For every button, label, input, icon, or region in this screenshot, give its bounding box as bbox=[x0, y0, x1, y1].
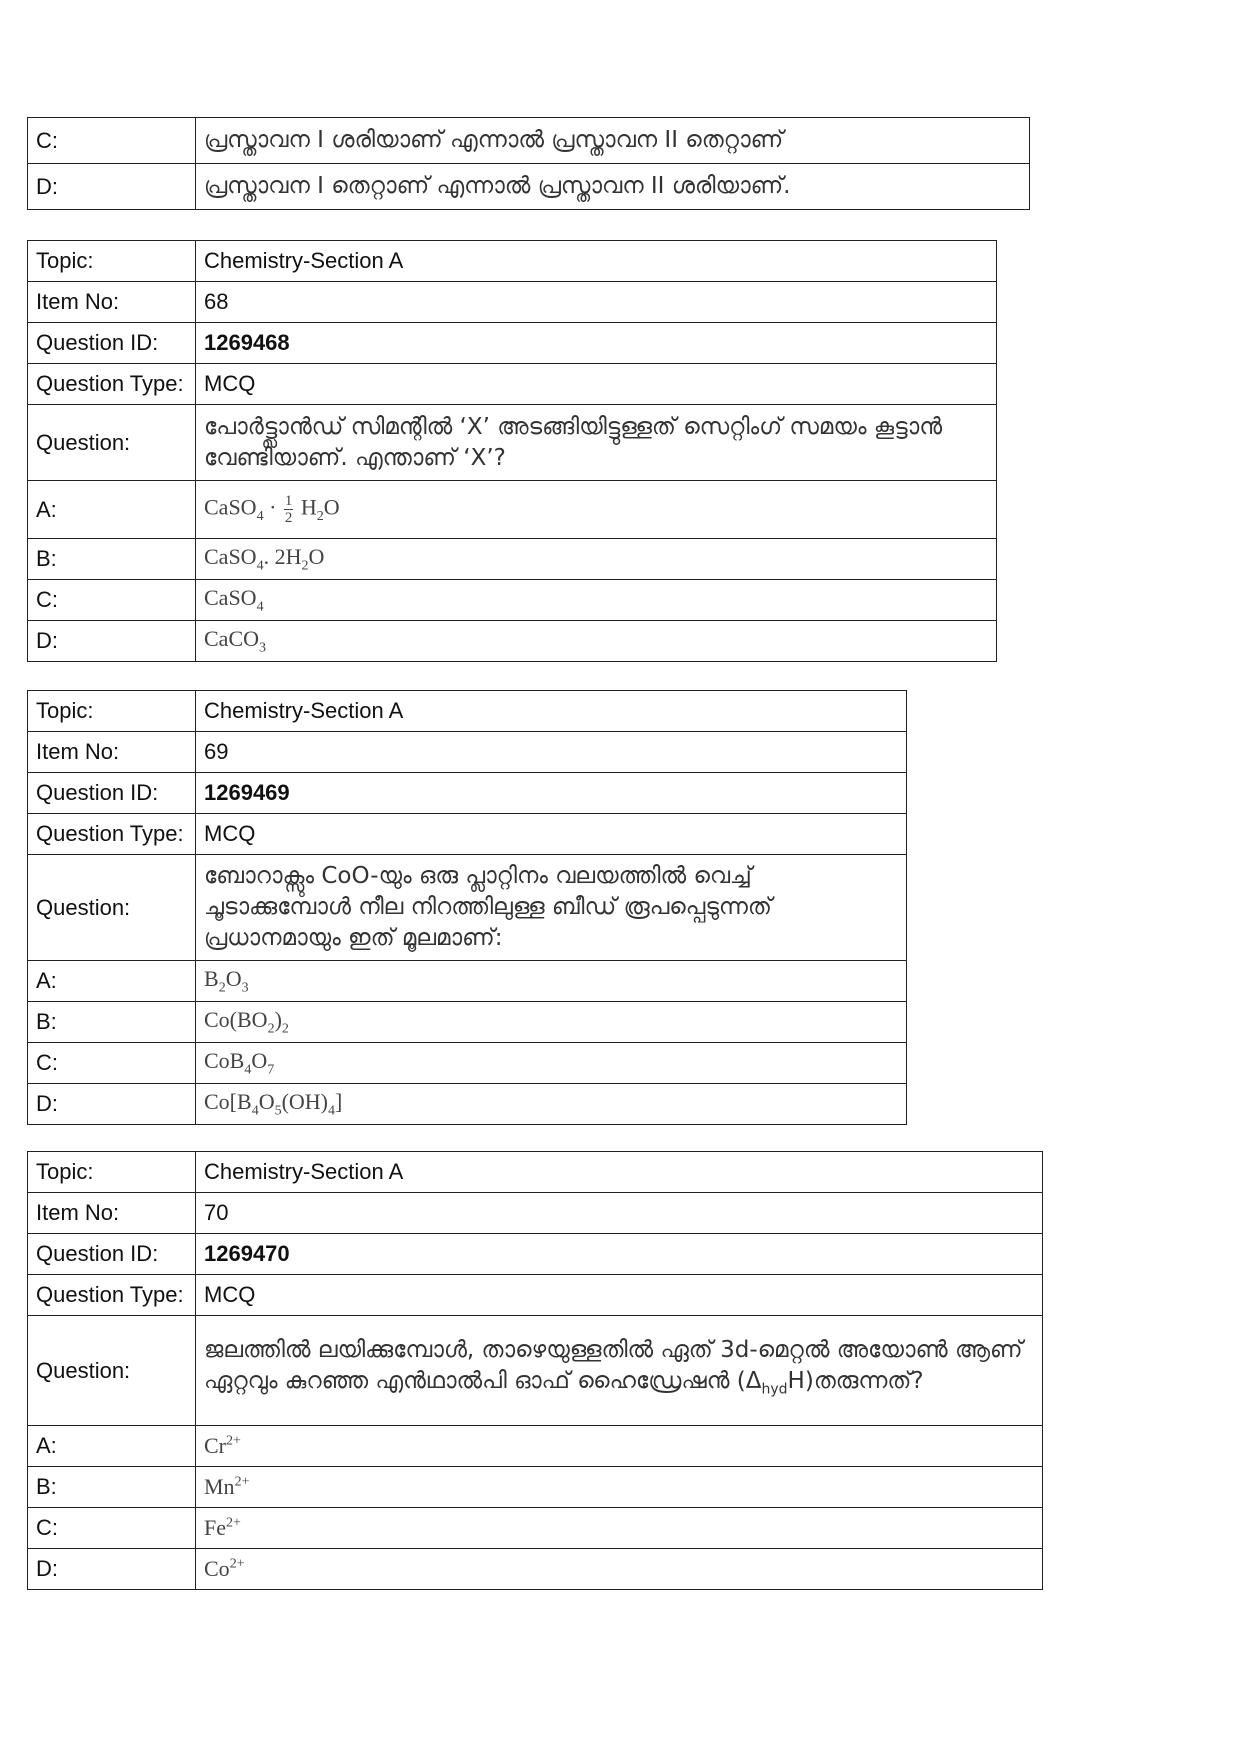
question-text: പോർട്ട്ലാൻഡ് സിമന്റിൽ ‘X’ അടങ്ങിയിട്ടുള്ളത് സെറ്റിംഗ് സമയം കൂട്ടാൻ വേണ്ടിയാണ്. എന്താണ് ‘X’? bbox=[196, 405, 997, 481]
option-row-a bbox=[28, 961, 907, 1002]
item-no-row bbox=[28, 732, 907, 773]
option-row-b bbox=[28, 539, 997, 580]
option-label: C: bbox=[28, 1508, 196, 1549]
option-row-c bbox=[28, 580, 997, 621]
option-d-ion: $Co^{2+}$ bbox=[196, 1549, 1043, 1590]
question-row bbox=[28, 405, 997, 481]
question-id-value: 1269468 bbox=[196, 323, 997, 364]
option-row-d bbox=[28, 164, 1030, 210]
question-69-table bbox=[27, 690, 907, 1125]
topic-row bbox=[28, 691, 907, 732]
option-a-formula: CaSO$_4$ · $\frac{1}{2}$ $H_2O$ bbox=[196, 481, 997, 539]
question-id-value: 1269469 bbox=[196, 773, 907, 814]
option-row-b bbox=[28, 1002, 907, 1043]
option-label: D: bbox=[28, 1549, 196, 1590]
option-label: A: bbox=[28, 961, 196, 1002]
option-label: B: bbox=[28, 1002, 196, 1043]
item-no-row bbox=[28, 1193, 1043, 1234]
question-id-value: 1269470 bbox=[196, 1234, 1043, 1275]
option-label: D: bbox=[28, 1084, 196, 1125]
question-id-row bbox=[28, 773, 907, 814]
option-label: D: bbox=[28, 621, 196, 662]
option-row-d bbox=[28, 1084, 907, 1125]
question-label: Question: bbox=[28, 405, 196, 481]
option-row-a bbox=[28, 1426, 1043, 1467]
question-text: ബോറാക്സും CoO-യും ഒരു പ്ലാറ്റിനം വലയത്തിൽ വെച്ച് ചൂടാക്കുമ്പോൾ നീല നിറത്തിലുള്ള ബീഡ് രൂപപ്പെടുന്നത് പ്രധാനമായും ഇത് മൂലമാണ്: bbox=[196, 855, 907, 961]
option-value: പ്രസ്താവന I ശരിയാണ് എന്നാൽ പ്രസ്താവന II തെറ്റാണ് bbox=[196, 118, 1030, 164]
question-row bbox=[28, 855, 907, 961]
question-type-row bbox=[28, 364, 997, 405]
option-row-d bbox=[28, 621, 997, 662]
question-label: Question: bbox=[28, 1316, 196, 1426]
option-c-ion: $Fe^{2+}$ bbox=[196, 1508, 1043, 1549]
topic-label: Topic: bbox=[28, 691, 196, 732]
option-value: പ്രസ്താവന I തെറ്റാണ് എന്നാൽ പ്രസ്താവന II ശരിയാണ്. bbox=[196, 164, 1030, 210]
question-id-label: Question ID: bbox=[28, 773, 196, 814]
item-no-label: Item No: bbox=[28, 732, 196, 773]
option-a-formula: $B_2O_3$ bbox=[196, 961, 907, 1002]
question-text: ജലത്തിൽ ലയിക്കുമ്പോൾ, താഴെയുള്ളതിൽ ഏത് 3d-മെറ്റൽ അയോൺ ആണ് ഏറ്റവും കുറഞ്ഞ എൻഥാൽപി ഓഫ് ഹൈഡ്രേഷൻ $(\Delta_{hyd}H)തരുന്നത്$? bbox=[196, 1316, 1043, 1426]
question-70-table bbox=[27, 1151, 1043, 1590]
question-label: Question: bbox=[28, 855, 196, 961]
question-type-row bbox=[28, 1275, 1043, 1316]
topic-row bbox=[28, 1152, 1043, 1193]
option-b-formula: $Co(BO_2)_2$ bbox=[196, 1002, 907, 1043]
option-row-c bbox=[28, 1508, 1043, 1549]
option-b-ion: $Mn^{2+}$ bbox=[196, 1467, 1043, 1508]
option-b-formula: CaSO$_4$. $2H_2O$ bbox=[196, 539, 997, 580]
topic-label: Topic: bbox=[28, 1152, 196, 1193]
option-d-formula: CaCO$_3$ bbox=[196, 621, 997, 662]
question-type-label: Question Type: bbox=[28, 364, 196, 405]
question-id-label: Question ID: bbox=[28, 323, 196, 364]
option-row-c bbox=[28, 118, 1030, 164]
option-d-formula: $Co[B_4O_5(OH)_4]$ bbox=[196, 1084, 907, 1125]
option-c-formula: CaSO$_4$ bbox=[196, 580, 997, 621]
fraction-one-half: $\frac{1}{2}$ bbox=[284, 493, 293, 526]
topic-value: Chemistry-Section A bbox=[196, 1152, 1043, 1193]
option-label: C: bbox=[28, 580, 196, 621]
option-label: B: bbox=[28, 539, 196, 580]
prev-question-options-table bbox=[27, 117, 1030, 210]
question-type-value: MCQ bbox=[196, 364, 997, 405]
question-id-row bbox=[28, 323, 997, 364]
option-label: A: bbox=[28, 481, 196, 539]
option-label: D: bbox=[28, 164, 196, 210]
topic-value: Chemistry-Section A bbox=[196, 241, 997, 282]
option-row-b bbox=[28, 1467, 1043, 1508]
option-c-formula: $CoB_4O_7$ bbox=[196, 1043, 907, 1084]
question-id-label: Question ID: bbox=[28, 1234, 196, 1275]
option-label: C: bbox=[28, 1043, 196, 1084]
topic-row bbox=[28, 241, 997, 282]
question-type-value: MCQ bbox=[196, 1275, 1043, 1316]
question-row bbox=[28, 1316, 1043, 1426]
item-no-value: 69 bbox=[196, 732, 907, 773]
item-no-label: Item No: bbox=[28, 1193, 196, 1234]
item-no-value: 68 bbox=[196, 282, 997, 323]
question-type-label: Question Type: bbox=[28, 1275, 196, 1316]
item-no-value: 70 bbox=[196, 1193, 1043, 1234]
option-a-ion: $Cr^{2+}$ bbox=[196, 1426, 1043, 1467]
question-68-table bbox=[27, 240, 997, 662]
option-row-c bbox=[28, 1043, 907, 1084]
option-label: C: bbox=[28, 118, 196, 164]
option-row-d bbox=[28, 1549, 1043, 1590]
question-type-label: Question Type: bbox=[28, 814, 196, 855]
option-label: A: bbox=[28, 1426, 196, 1467]
question-type-value: MCQ bbox=[196, 814, 907, 855]
question-type-row bbox=[28, 814, 907, 855]
question-id-row bbox=[28, 1234, 1043, 1275]
topic-label: Topic: bbox=[28, 241, 196, 282]
item-no-label: Item No: bbox=[28, 282, 196, 323]
item-no-row bbox=[28, 282, 997, 323]
option-row-a bbox=[28, 481, 997, 539]
option-label: B: bbox=[28, 1467, 196, 1508]
topic-value: Chemistry-Section A bbox=[196, 691, 907, 732]
